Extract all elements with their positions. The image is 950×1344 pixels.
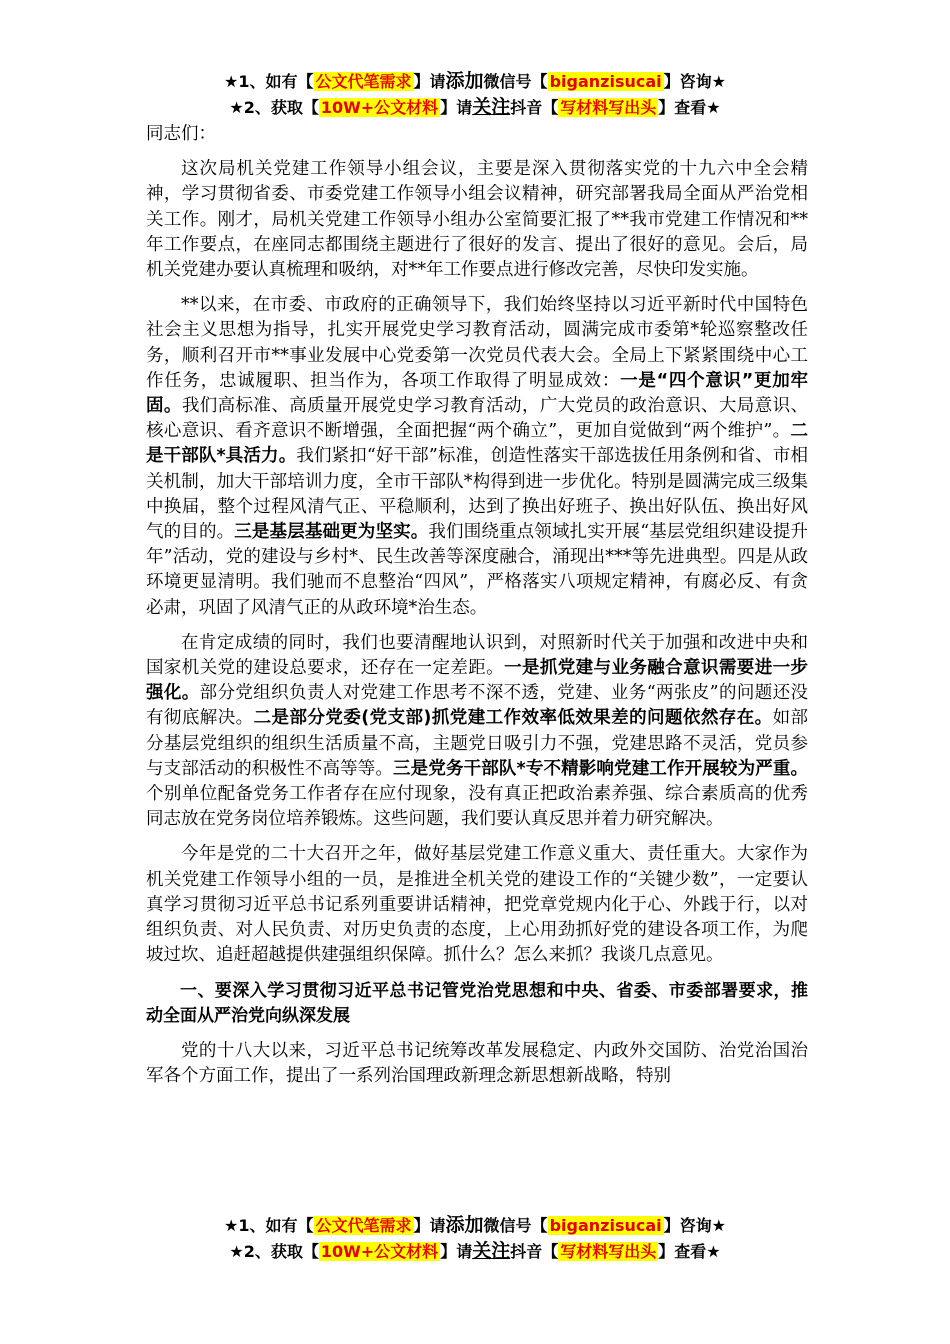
highlight-materials: 10W+公文材料 xyxy=(320,98,439,117)
banner-emphasis: 关注 xyxy=(472,1240,511,1262)
banner-line-1 xyxy=(0,1212,950,1238)
banner-text: 微信号【 xyxy=(483,72,548,91)
paragraph-intro: 这次局机关党建工作领导小组会议，主要是深入贯彻落实党的十九六中全会精神，学习贯彻省委、市委党建工作领导小组会议精神，研究部署我局全面从严治党相关工作。刚才，局机关党建工作领导小组办公室简要汇报了**我市党建工作情况和**年工作要点，在座同志都围绕主题进行了很好的发言、提出了很好的意见。会后，局机关党建办要认真梳理和吸纳，对**年工作要点进行修改完善，尽快印发实施。 xyxy=(146,159,808,281)
banner-emphasis: 添加 xyxy=(445,1214,484,1236)
banner-text: 1、如有【 xyxy=(238,1216,314,1235)
header-banner xyxy=(0,68,950,120)
banner-text: 】咨询★ xyxy=(663,72,726,91)
bold-problem-1: 一是抓党建与业务融合意识需要进一步强化。 xyxy=(146,658,809,704)
paragraph-problems xyxy=(146,631,808,833)
paragraph-section-1: 党的十八大以来，习近平总书记统筹改革发展稳定、内政外交国防、治党治国治军各个方面工作，提出了一系列治国理政新理念新思想新战略，特别 xyxy=(146,1040,808,1087)
banner-text: 】请 xyxy=(440,98,473,117)
banner-text: 】请 xyxy=(413,1216,446,1235)
banner-text: 抖音【 xyxy=(510,1242,559,1261)
banner-line-2 xyxy=(0,1238,950,1264)
bold-problem-3: 三是党务干部队*专不精影响党建工作开展较为严重。 xyxy=(393,758,809,779)
banner-text: 2、获取【 xyxy=(243,98,319,117)
bold-point-1: 一是“四个意识”更加牢固。 xyxy=(146,370,808,417)
highlight-service: 公文代笔需求 xyxy=(315,72,412,91)
bold-point-3: 三是基层基础更为坚实。 xyxy=(234,522,429,543)
text: **以来，在市委、市政府的正确领导下，我们始终坚持以习近平新时代中国特色社会主义思想为指导，扎实开展党史学习教育活动，圆满完成市委第*轮巡察整改任务，顺利召开市**事业发展中心党委第一次党员代表大会。全局上下紧紧围绕中心工作任务，忠诚履职、担当作为，各项工作取得了明显成效： xyxy=(146,295,808,391)
banner-text: 】请 xyxy=(440,1242,473,1261)
banner-text: 微信号【 xyxy=(483,1216,548,1235)
banner-text: 2、获取【 xyxy=(243,1242,319,1261)
bold-point-2: 二是干部队*具活力。 xyxy=(146,421,808,467)
star-icon: ★ xyxy=(229,98,244,117)
bold-problem-2: 二是部分党委(党支部)抓党建工作效率低效果差的问题依然存在。 xyxy=(253,708,773,729)
highlight-wechat-id: biganzisucai xyxy=(549,72,662,91)
greeting: 同志们： xyxy=(146,124,216,144)
banner-line-2 xyxy=(0,94,950,120)
banner-text: 抖音【 xyxy=(510,98,559,117)
text: 个别单位配备党务工作者存在应付现象，没有真正把政治素养强、综合素质高的优秀同志放在党务岗位培养锻炼。这些问题，我们要认真反思并着力研究解决。 xyxy=(146,784,808,830)
text: 如部分基层党组织的组织生活质量不高，主题党日吸引力不强，党建思路不灵活，党员参与支部活动的积极性不高等等。 xyxy=(146,708,809,779)
star-icon: ★ xyxy=(229,1242,244,1261)
star-icon: ★ xyxy=(224,72,239,91)
banner-emphasis: 添加 xyxy=(445,70,484,92)
banner-text: 】咨询★ xyxy=(663,1216,726,1235)
footer-banner xyxy=(0,1212,950,1264)
highlight-service: 公文代笔需求 xyxy=(315,1216,412,1235)
star-icon: ★ xyxy=(224,1216,239,1235)
banner-emphasis: 关注 xyxy=(472,96,511,118)
text: 我们紧扣“好干部”标准，创造性落实干部选拔任用条例和省、市相关机制，加大干部培训力度，全市干部队*构得到进一步优化。特别是圆满完成三级集中换届，整个过程风清气正、平稳顺利，达到了换出好班子、换出好队伍、换出好风气的目的。 xyxy=(146,446,808,543)
highlight-wechat-id: biganzisucai xyxy=(549,1216,662,1235)
banner-text: 1、如有【 xyxy=(238,72,314,91)
banner-text: 】查看★ xyxy=(658,1242,721,1261)
text: 在肯定成绩的同时，我们也要清醒地认识到，对照新时代关于加强和改进中央和国家机关党的建设总要求，还存在一定差距。 xyxy=(146,632,808,679)
paragraph-this-year: 今年是党的二十大召开之年，做好基层党建工作意义重大、责任重大。大家作为机关党建工作领导小组的一员，是推进全机关党的建设工作的“关键少数”，一定要认真学习贯彻习近平总书记系列重要讲话精神，把党章党规内化于心、外践于行，以对组织负责、对人民负责、对历史负责的态度，上心用劲抓好党的建设各项工作，为爬坡过坎、追赶超越提供建强组织保障。抓什么？怎么来抓？我谈几点意见。 xyxy=(146,844,808,966)
highlight-douyin-id: 写材料写出头 xyxy=(560,1242,657,1261)
highlight-douyin-id: 写材料写出头 xyxy=(560,98,657,117)
banner-line-1 xyxy=(0,68,950,94)
banner-text: 】请 xyxy=(413,72,446,91)
text: 我们围绕重点领域扎实开展“基层党组织建设提升年”活动，党的建设与乡村*、民生改善等深度融合，涌现出***等先进典型。四是从政环境更显清明。我们驰而不息整治“四风”，严格落实八项规定精神，有腐必反、有贪必肃，巩固了风清气正的从政环境*治生态。 xyxy=(146,522,808,618)
highlight-materials: 10W+公文材料 xyxy=(320,1242,439,1261)
document-body xyxy=(146,122,808,1099)
text: 我们高标准、高质量开展党史学习教育活动，广大党员的政治意识、大局意识、核心意识、看齐意识不断增强，全面把握“两个确立”，更加自觉做到“两个维护”。 xyxy=(146,396,809,442)
banner-text: 】查看★ xyxy=(658,98,721,117)
paragraph-achievements xyxy=(146,293,808,621)
section-heading-1: 一、要深入学习贯彻习近平总书记管党治党思想和中央、省委、市委部署要求，推动全面从严治党向纵深发展 xyxy=(146,980,808,1026)
text: 部分党组织负责人对党建工作思考不深不透，党建、业务“两张皮”的问题还没有彻底解决。 xyxy=(146,683,809,729)
